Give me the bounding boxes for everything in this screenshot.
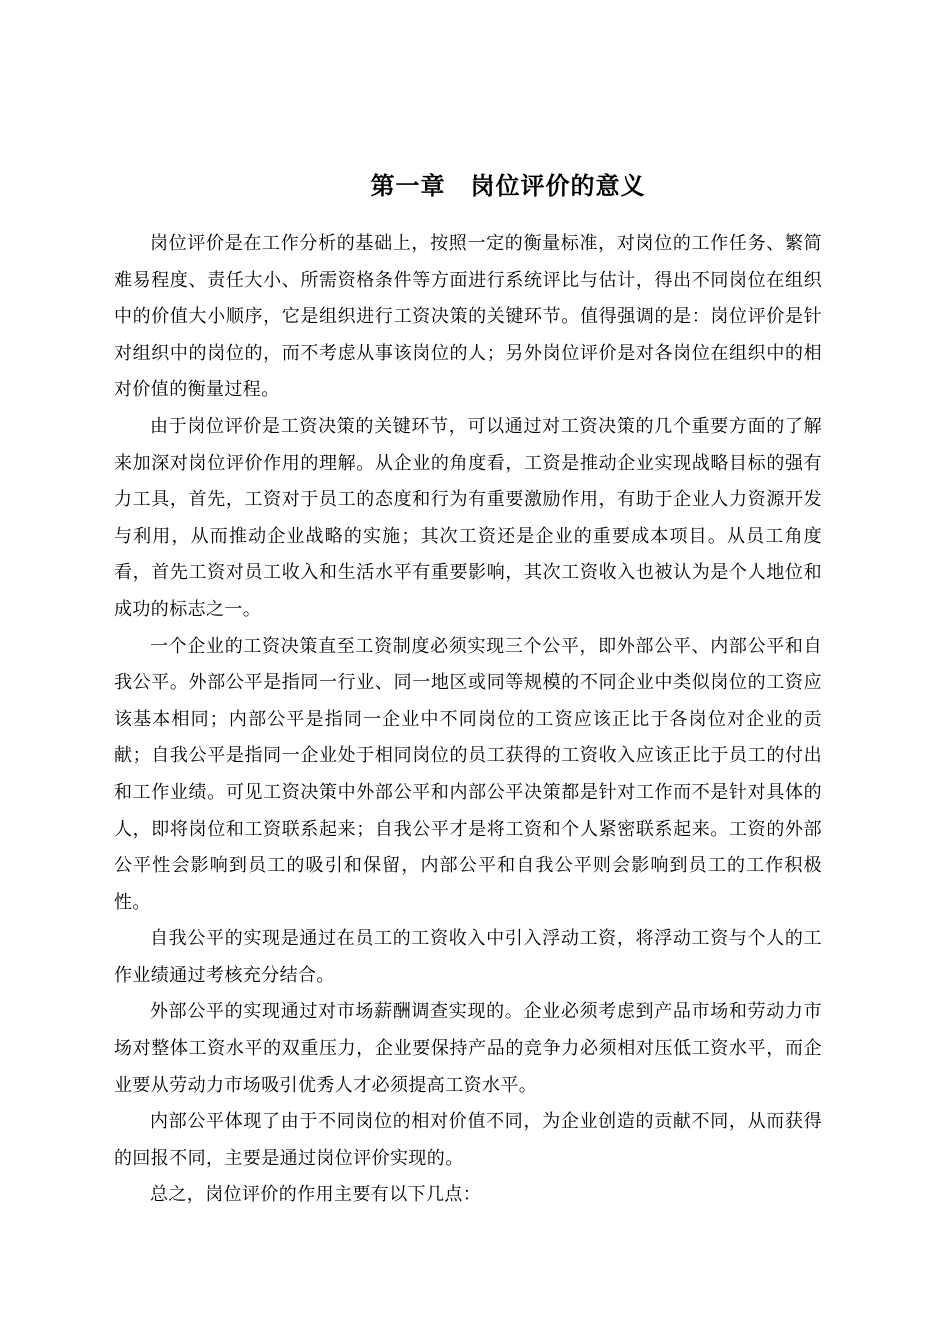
paragraph-2: 由于岗位评价是工资决策的关键环节，可以通过对工资决策的几个重要方面的了解来加深对岗位评价作用的理解。从企业的角度看，工资是推动企业实现战略目标的强有力工具，首先，工资对于员工的态度和行为有重要激励作用，有助于企业人力资源开发与利用，从而推动企业战略的实施；其次工资还是企业的重要成本项目。从员工角度看，首先工资对员工收入和生活水平有重要影响，其次工资收入也被认为是个人地位和成功的标志之一。 (114, 415, 822, 620)
paragraph-5: 外部公平的实现通过对市场薪酬调查实现的。企业必须考虑到产品市场和劳动力市场对整体工资水平的双重压力，企业要保持产品的竞争力必须相对压低工资水平，而企业要从劳动力市场吸引优秀人才必须提高工资水平。 (114, 1001, 822, 1096)
body-text (114, 226, 822, 1214)
paragraph-4: 自我公平的实现是通过在员工的工资收入中引入浮动工资，将浮动工资与个人的工作业绩通过考核充分结合。 (114, 928, 822, 986)
paragraph-1: 岗位评价是在工作分析的基础上，按照一定的衡量标准，对岗位的工作任务、繁简难易程度、责任大小、所需资格条件等方面进行系统评比与估计，得出不同岗位在组织中的价值大小顺序，它是组织进行工资决策的关键环节。值得强调的是：岗位评价是针对组织中的岗位的，而不考虑从事该岗位的人；另外岗位评价是对各岗位在组织中的相对价值的衡量过程。 (114, 233, 822, 401)
paragraph-7: 总之，岗位评价的作用主要有以下几点： (150, 1184, 482, 1206)
paragraph-6: 内部公平体现了由于不同岗位的相对价值不同，为企业创造的贡献不同，从而获得的回报不同，主要是通过岗位评价实现的。 (114, 1111, 822, 1169)
paragraph-3: 一个企业的工资决策直至工资制度必须实现三个公平，即外部公平、内部公平和自我公平。外部公平是指同一行业、同一地区或同等规模的不同企业中类似岗位的工资应该基本相同；内部公平是指同一企业中不同岗位的工资应该正比于各岗位对企业的贡献；自我公平是指同一企业处于相同岗位的员工获得的工资收入应该正比于员工的付出和工作业绩。可见工资决策中外部公平和内部公平决策都是针对工作而不是针对具体的人，即将岗位和工资联系起来；自我公平才是将工资和个人紧密联系起来。工资的外部公平性会影响到员工的吸引和保留，内部公平和自我公平则会影响到员工的工作积极性。 (114, 635, 822, 913)
chapter-title: 第一章 岗位评价的意义 (370, 172, 646, 201)
